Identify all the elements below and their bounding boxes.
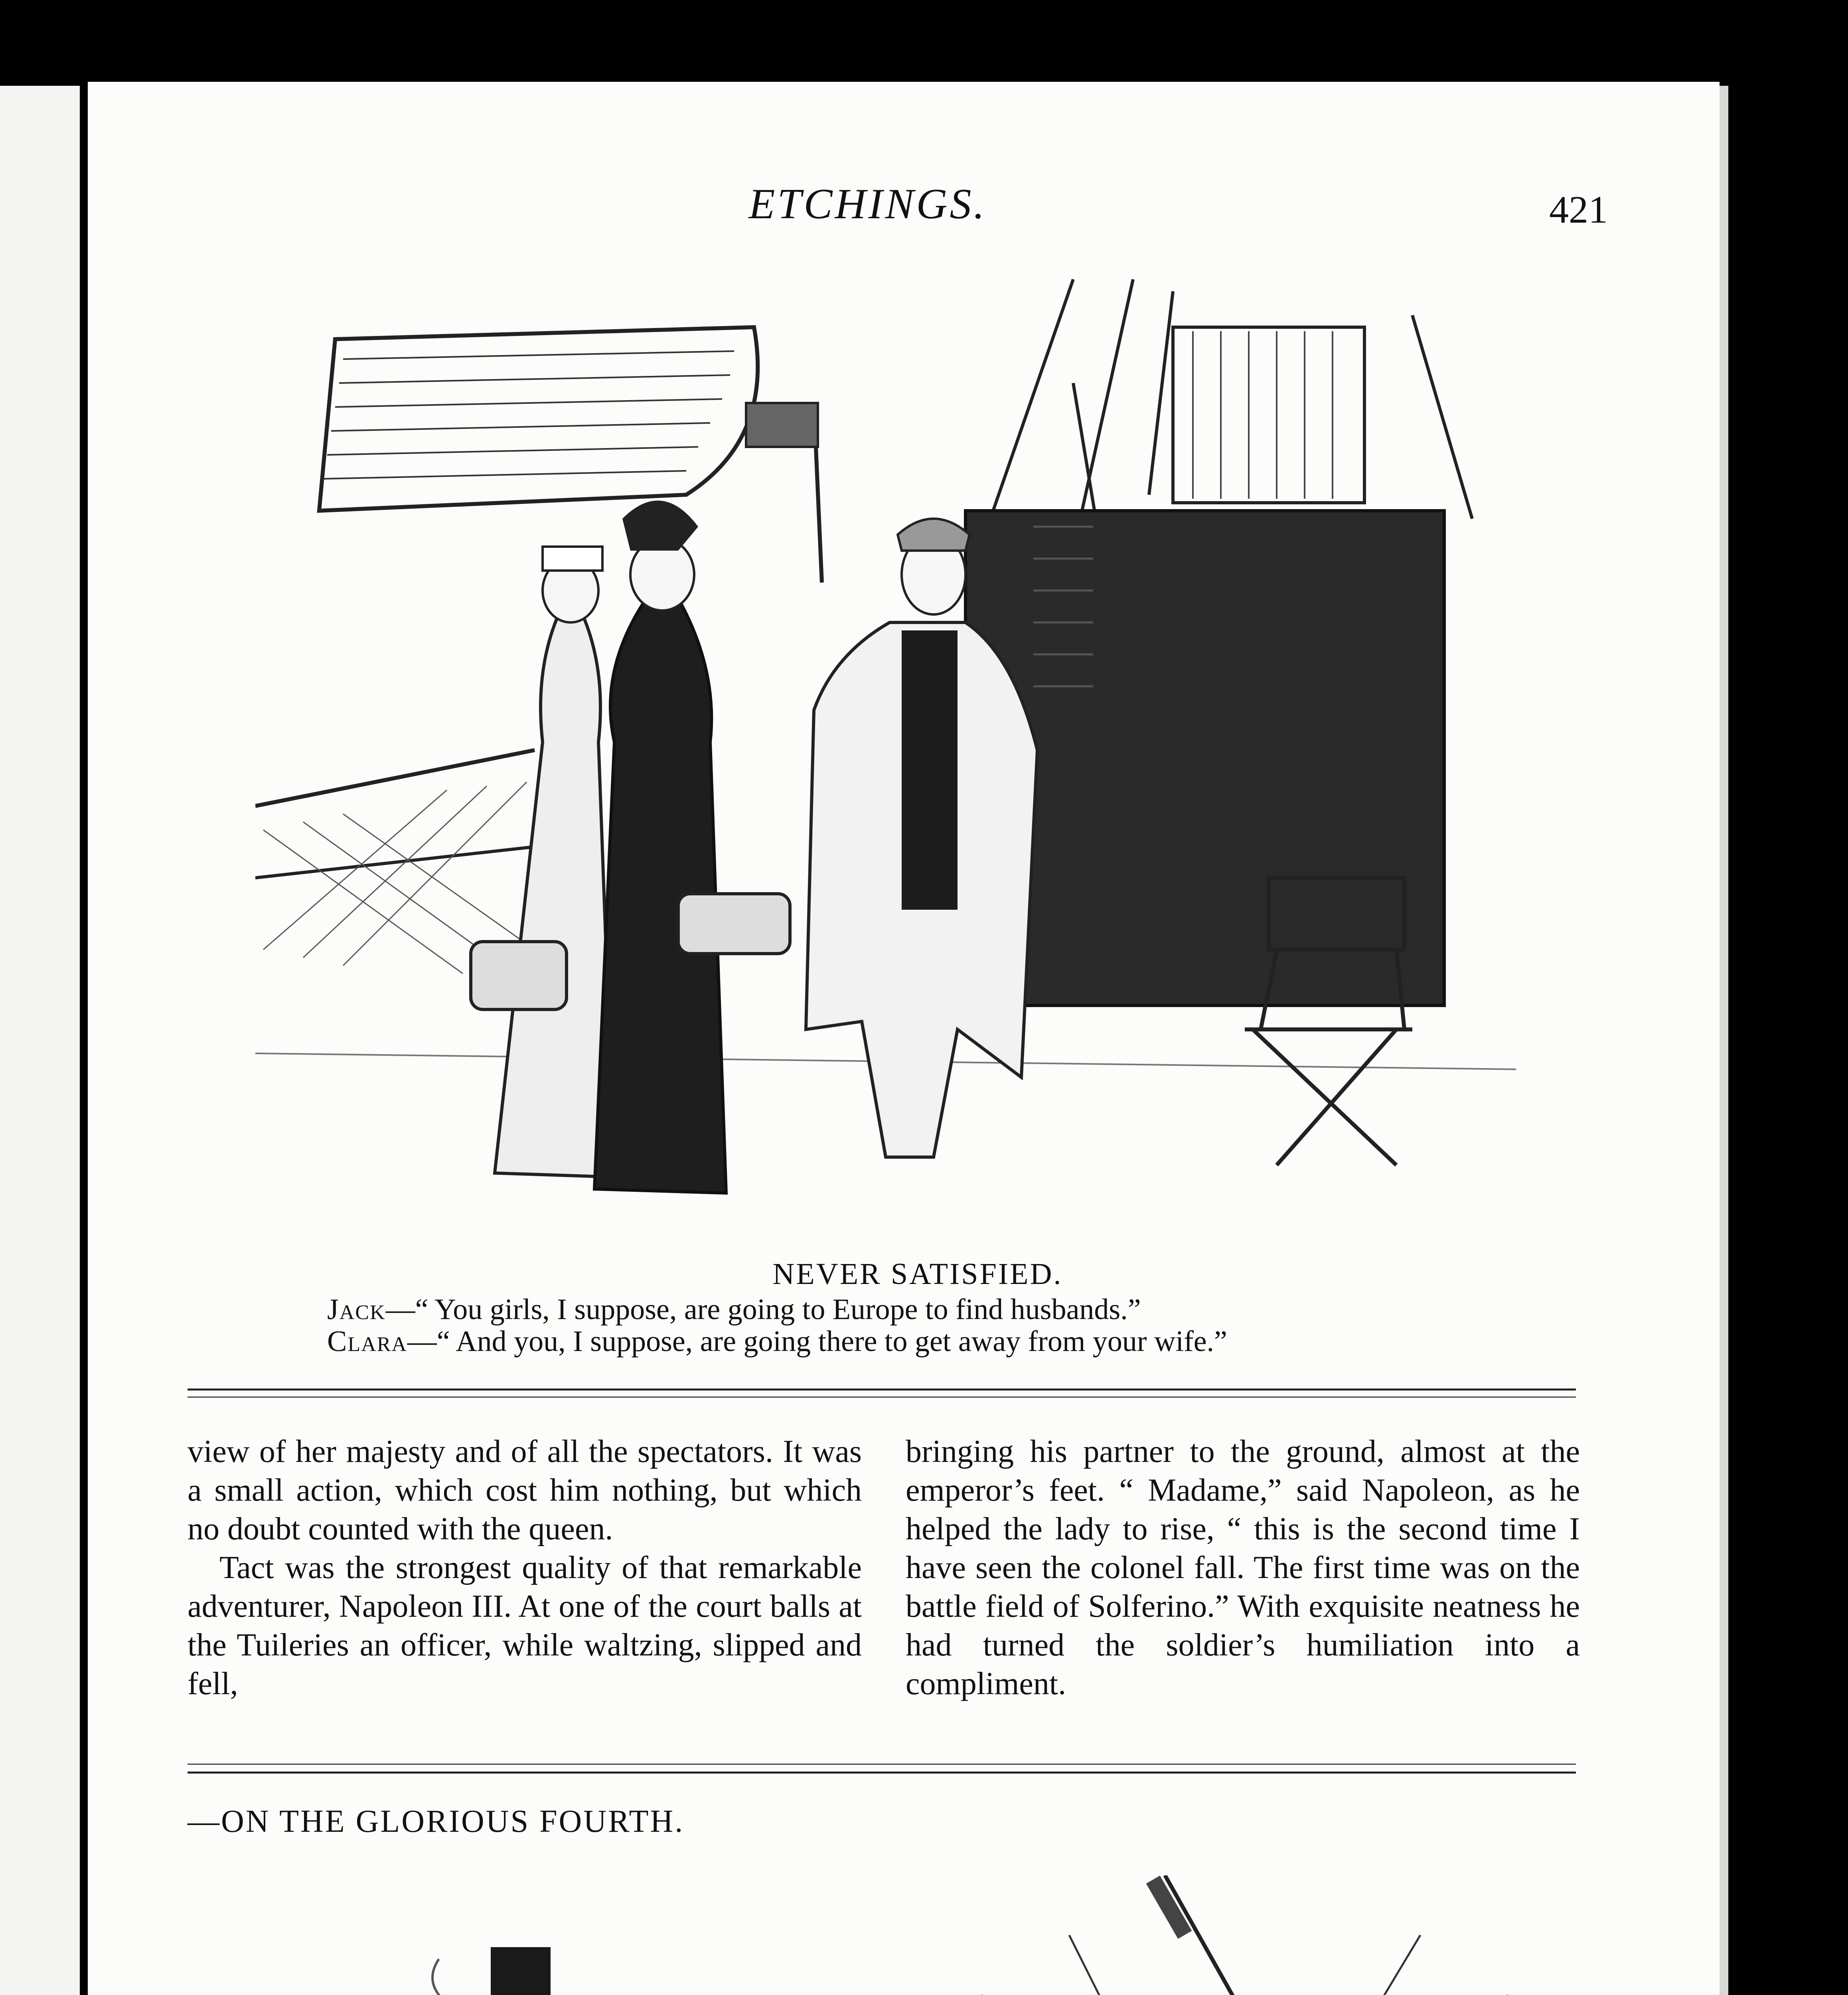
speaker-jack: Jack [327,1293,386,1326]
panel-iv-illustration [950,1875,1548,1995]
running-head: ETCHINGS. [748,180,987,228]
jack-quote: —“ You girls, I suppose, are going to Europe to find husbands.” [385,1293,1141,1326]
speaker-clara: Clara [327,1325,407,1358]
ship-deck-illustration [255,271,1516,1245]
rocket-lighting-drawing [279,1935,778,1995]
panel-iii-illustration [279,1935,778,1995]
article-left-column [188,1432,862,1703]
explosion-drawing [950,1875,1548,1995]
page-edge-shadow [1720,86,1728,1995]
facing-page-edge [0,86,80,1995]
article-paragraph: view of her majesty and of all the spectators. It was a small action, which cost him nothing, but which no doubt counted with the queen. [188,1434,862,1547]
dialogue-line-jack [327,1293,1564,1327]
dialogue-line-clara [327,1325,1564,1359]
divider-rule-top-thin [188,1396,1576,1398]
article-paragraph: Tact was the strongest quality of that remarkable adventurer, Napoleon III. At one of the court balls at the Tuileries an officer, while waltzing, slipped and fell, [188,1550,862,1701]
section-heading: —ON THE GLORIOUS FOURTH. [188,1804,685,1839]
article-paragraph: bringing his partner to the ground, almost at the emperor’s feet. “ Madame,” said Napoleon, as he helped the lady to rise, “ this is the second time I have seen the colonel fall. The first time was on the battle field of Solferino.” With exquisite neatness he had turned the soldier’s humiliation into a compliment. [906,1434,1580,1701]
cartoon-title: NEVER SATISFIED. [772,1257,1063,1291]
divider-rule-top [188,1389,1576,1391]
ship-deck-drawing [255,271,1516,1245]
clara-quote: —“ And you, I suppose, are going there to get away from your wife.” [407,1325,1227,1358]
page-number: 421 [1549,188,1608,231]
article-right-column [906,1432,1580,1703]
divider-rule-bottom-thin [188,1764,1576,1765]
divider-rule-bottom [188,1772,1576,1774]
